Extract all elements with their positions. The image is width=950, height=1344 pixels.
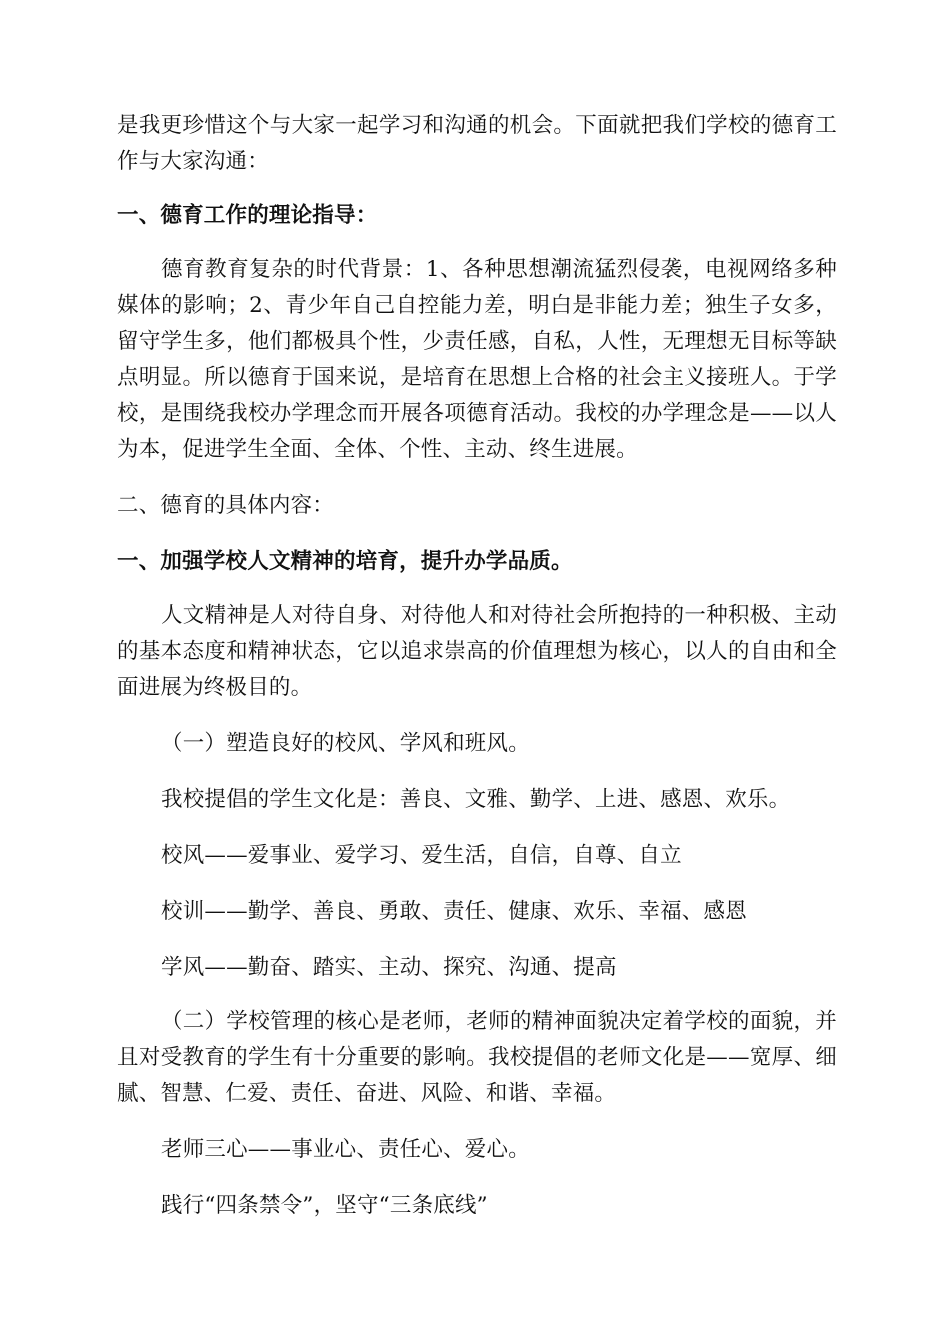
paragraph-teacher-three-hearts: 老师三心——事业心、责任心、爱心。: [161, 1137, 530, 1162]
document-page: [117, 108, 837, 1224]
paragraph-school-motto: 校训——勤学、善良、勇敢、责任、健康、欢乐、幸福、感恩: [161, 899, 747, 924]
paragraph-teacher-culture: （二）学校管理的核心是老师，老师的精神面貌决定着学校的面貌，并且对受教育的学生有十分重要的影响。我校提倡的老师文化是——宽厚、细腻、智慧、仁爱、责任、奋进、风险、和谐、幸福。: [117, 1009, 837, 1106]
paragraph-background: 德育教育复杂的时代背景：1、各种思想潮流猛烈侵袭，电视网络多种媒体的影响；2、青少年自己自控能力差，明白是非能力差；独生子女多，留守学生多，他们都极具个性，少责任感，自私，人性，无理想无目标等缺点明显。所以德育于国来说，是培育在思想上合格的社会主义接班人。于学校，是围绕我校办学理念而开展各项德育活动。我校的办学理念是——以人为本，促进学生全面、全体、个性、主动、终生进展。: [117, 257, 837, 462]
paragraph-humanistic-definition: 人文精神是人对待自身、对待他人和对待社会所抱持的一种积极、主动的基本态度和精神状态，它以追求崇高的价值理想为核心，以人的自由和全面进展为终极目的。: [117, 603, 837, 700]
paragraph-four-prohibitions: 践行“四条禁令”，坚守“三条底线”: [161, 1193, 488, 1218]
heading-theory-guidance: 一、德育工作的理论指导：: [117, 203, 378, 228]
paragraph-intro-continued: 是我更珍惜这个与大家一起学习和沟通的机会。下面就把我们学校的德育工作与大家沟通：: [117, 113, 837, 174]
paragraph-school-spirit: 校风——爱事业、爱学习、爱生活，自信，自尊、自立: [161, 843, 682, 868]
heading-humanistic-spirit: 一、加强学校人文精神的培育，提升办学品质。: [117, 549, 573, 574]
heading-specific-content: 二、德育的具体内容：: [117, 493, 335, 518]
paragraph-study-style: 学风——勤奋、踏实、主动、探究、沟通、提高: [161, 955, 617, 980]
subheading-school-style: （一）塑造良好的校风、学风和班风。: [161, 731, 530, 756]
paragraph-student-culture: 我校提倡的学生文化是：善良、文雅、勤学、上进、感恩、欢乐。: [161, 787, 791, 812]
